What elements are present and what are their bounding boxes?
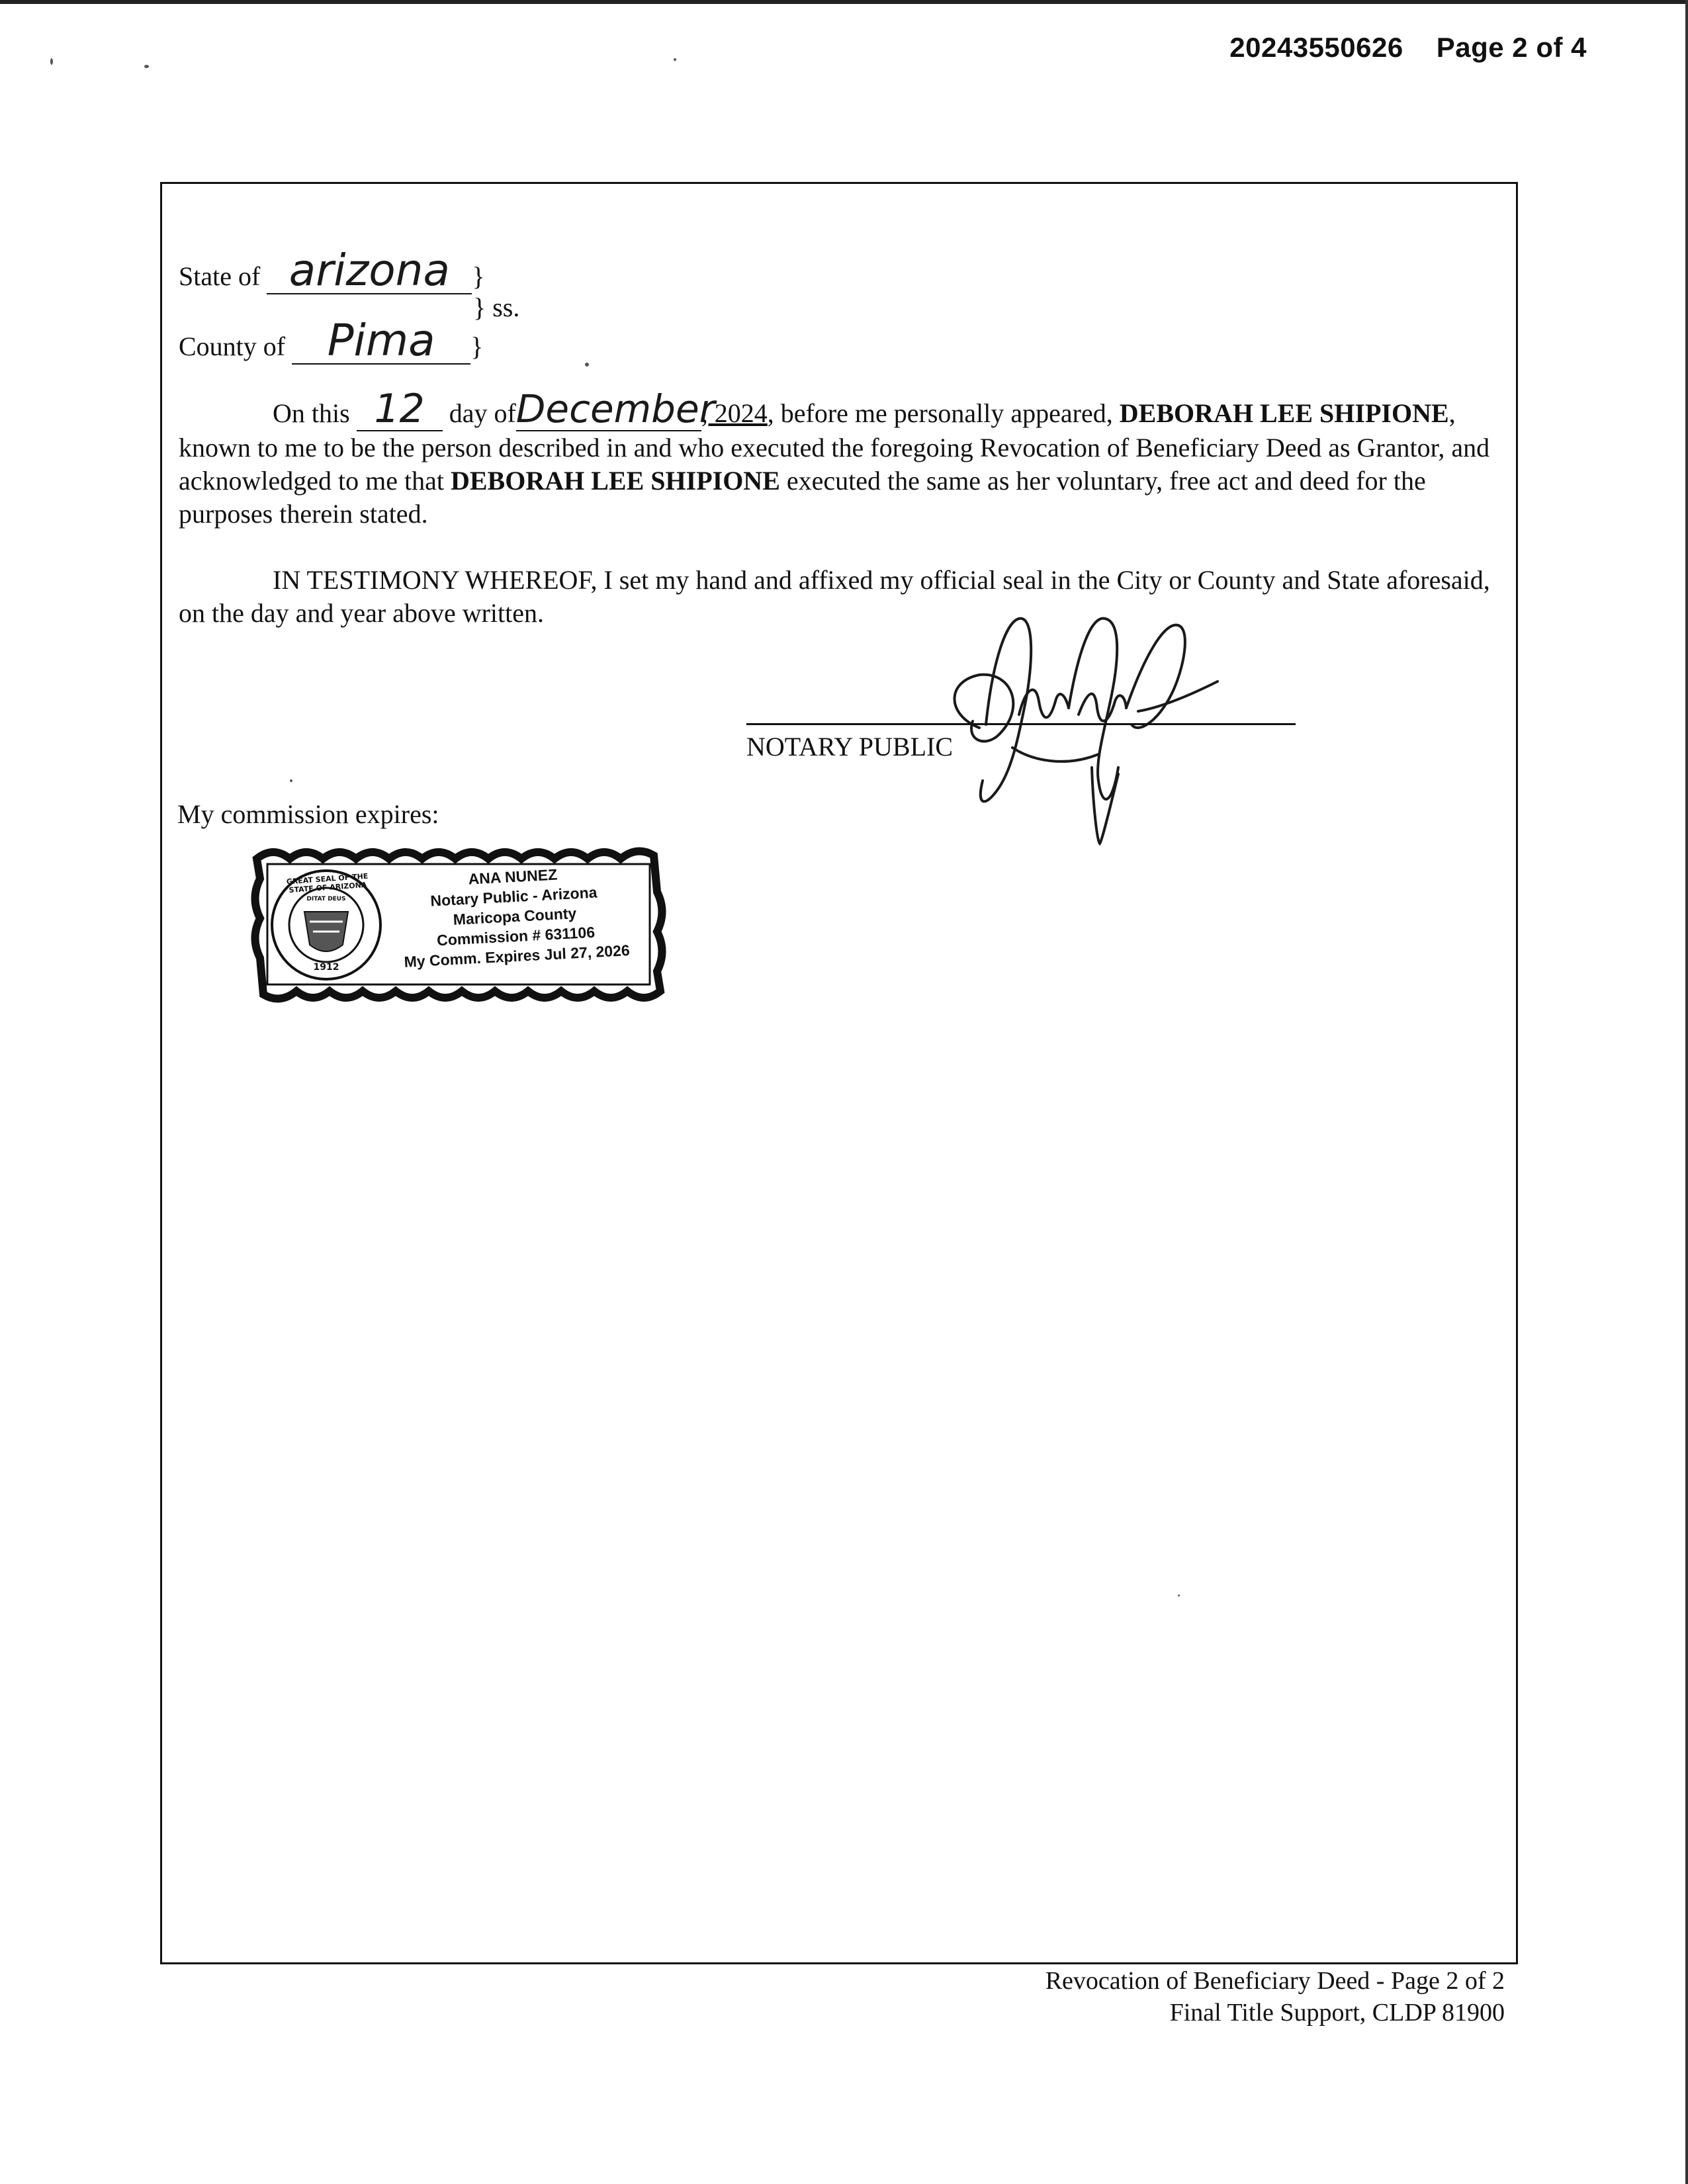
year-text: , 2024: [701, 398, 768, 428]
day-handwritten: 12: [374, 386, 425, 432]
document-number: 20243550626: [1229, 32, 1403, 63]
stamp-notary-name: ANA NUNEZ: [467, 865, 558, 888]
state-handwritten: arizona: [289, 245, 450, 296]
county-blank: [292, 315, 470, 366]
acknowledgment-body: , known to me to be the person described in and who executed the foregoing Revocation of Beneficiary Deed as Grantor, and acknowledged to me that: [179, 398, 1490, 496]
on-this-label: On this: [273, 398, 350, 428]
acknowledgment-paragraph: [179, 386, 1502, 531]
county-brace: }: [470, 331, 484, 361]
seal-ring-text: GREAT SEAL OF THE STATE OF ARIZONA: [286, 871, 369, 895]
seal-year: 1912: [313, 962, 339, 973]
acknowledgment-closing: executed the same as her voluntary, free act and deed for the purposes therein stated.: [179, 466, 1426, 529]
page-indicator: Page 2 of 4: [1436, 32, 1587, 63]
state-label: State of: [179, 261, 261, 291]
footer-company: Final Title Support, CLDP 81900: [1169, 1999, 1505, 2027]
ss-mark: } ss.: [473, 292, 520, 322]
notary-public-label: NOTARY PUBLIC: [746, 732, 954, 762]
scan-speck: [144, 65, 149, 68]
notary-signature: [920, 609, 1251, 860]
stamp-county: Maricopa County: [453, 904, 577, 928]
state-blank: [267, 245, 472, 296]
notary-stamp: [244, 832, 667, 1011]
stamp-title: Notary Public - Arizona: [429, 883, 598, 910]
day-of-label: day of: [449, 398, 516, 428]
scan-speck: [50, 58, 53, 65]
grantor-name-2: DEBORAH LEE SHIPIONE: [450, 466, 780, 496]
county-handwritten: Pima: [327, 315, 435, 366]
testimony-paragraph: IN TESTIMONY WHEREOF, I set my hand and affixed my official seal in the City or County and State aforesaid, on the day and year above written.: [179, 565, 1490, 628]
stamp-expiration: My Comm. Expires Jul 27, 2026: [404, 941, 631, 971]
footer-page-label: Revocation of Beneficiary Deed - Page 2 of 2: [1045, 1967, 1505, 1995]
month-blank: [515, 386, 715, 431]
month-handwritten: December: [515, 386, 715, 431]
recording-header: [1229, 32, 1587, 64]
scan-edge-right: [1685, 0, 1688, 2184]
day-blank: [357, 386, 443, 432]
scan-speck: [674, 58, 676, 61]
county-line: [179, 315, 484, 366]
commission-expires-label: My commission expires:: [177, 799, 439, 829]
stamp-commission-number: Commission # 631106: [436, 923, 596, 949]
stamp-text: [380, 860, 649, 973]
state-brace: }: [472, 261, 485, 291]
notary-signature-line: [746, 723, 1296, 725]
grantor-name-1: DEBORAH LEE SHIPIONE: [1119, 398, 1449, 428]
seal-center-text: DITAT DEUS: [306, 896, 346, 902]
county-label: County of: [179, 331, 286, 361]
scan-edge-top: [0, 0, 1688, 4]
appeared-text: , before me personally appeared,: [767, 398, 1113, 428]
state-line: [179, 245, 485, 296]
